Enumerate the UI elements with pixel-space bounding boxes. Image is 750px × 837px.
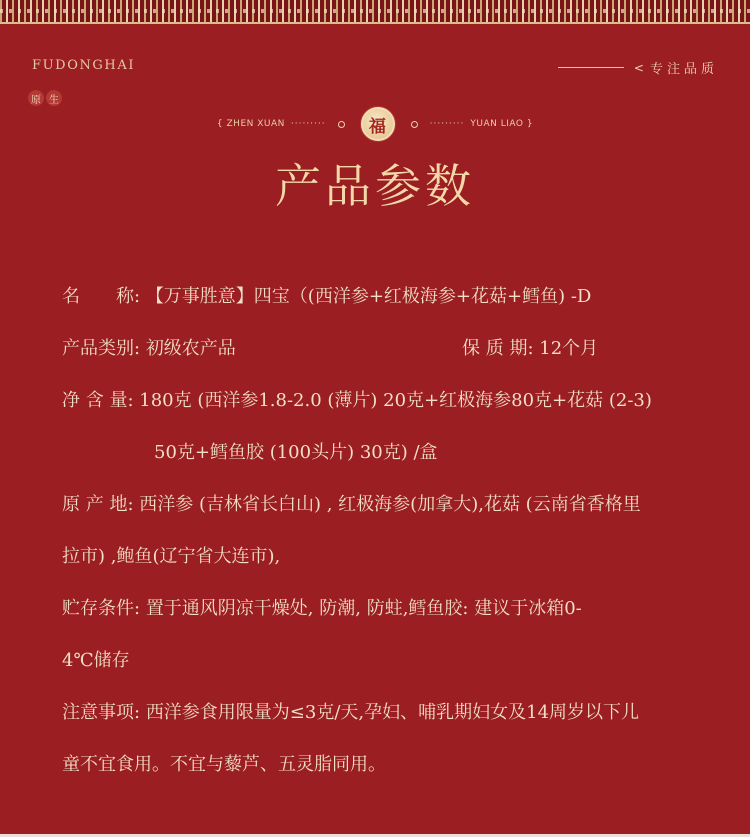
chevron-left-icon: < bbox=[633, 60, 644, 75]
origin-badge-char-1: 原 bbox=[28, 90, 44, 106]
param-label: 名 称: bbox=[62, 286, 141, 307]
param-row-name bbox=[62, 282, 591, 308]
param-row-notice bbox=[62, 698, 639, 724]
divider-line bbox=[558, 67, 624, 68]
brand-name: FUDONGHAI bbox=[32, 58, 136, 73]
top-decorative-border bbox=[0, 0, 750, 24]
param-value: 西洋参食用限量为≤3克/天,孕妇、哺乳期妇女及14周岁以下儿 bbox=[145, 702, 640, 723]
param-row-net-content-cont bbox=[62, 438, 438, 464]
param-label: 净 含 量: bbox=[62, 390, 134, 411]
param-value: 180克 (西洋参1.8-2.0 (薄片) 20克+红极海参80克+花菇 (2-3) bbox=[139, 390, 652, 411]
param-value: 【万事胜意】四宝（(西洋参+红极海参+花菇+鳕鱼) -D bbox=[145, 286, 592, 307]
title-ornament bbox=[0, 104, 750, 144]
param-row-category bbox=[62, 334, 236, 360]
param-value: 4℃储存 bbox=[62, 650, 130, 671]
param-value: 拉市) ,鲍鱼(辽宁省大连市), bbox=[62, 546, 281, 567]
param-value: 50克+鳕鱼胶 (100头片) 30克) /盒 bbox=[154, 442, 438, 463]
fu-emblem-icon: 福 bbox=[361, 107, 395, 141]
dots-left: ········· bbox=[290, 119, 326, 129]
param-value: 西洋参 (吉林省长白山) , 红极海参(加拿大),花菇 (云南省香格里 bbox=[139, 494, 641, 515]
dots-right: ········· bbox=[429, 119, 465, 129]
param-value: 12个月 bbox=[539, 338, 599, 359]
param-value: 初级农产品 bbox=[145, 338, 236, 359]
param-row-storage-cont bbox=[62, 646, 130, 672]
param-row-origin-cont bbox=[62, 542, 280, 568]
param-row-net-content bbox=[62, 386, 652, 412]
ring-left-icon bbox=[338, 121, 345, 128]
param-label: 注意事项: bbox=[62, 702, 141, 723]
ring-right-icon bbox=[411, 121, 418, 128]
param-label: 产品类别: bbox=[62, 338, 141, 359]
page-title: 产品参数 bbox=[275, 159, 475, 213]
param-label: 贮存条件: bbox=[62, 598, 141, 619]
yuan-liao-text: YUAN LIAO } bbox=[470, 119, 534, 129]
param-row-shelf-life bbox=[462, 334, 598, 360]
param-label: 原 产 地: bbox=[62, 494, 134, 515]
param-row-storage bbox=[62, 594, 582, 620]
param-value: 童不宜食用。不宜与藜芦、五灵脂同用。 bbox=[62, 754, 386, 775]
param-row-notice-cont bbox=[62, 750, 386, 776]
origin-badge-char-2: 生 bbox=[46, 90, 62, 106]
quality-focus-text: 专注品质 bbox=[649, 62, 718, 77]
zhen-xuan-text: { ZHEN XUAN bbox=[216, 119, 285, 129]
param-row-origin bbox=[62, 490, 641, 516]
param-value: 置于通风阴凉干燥处, 防潮, 防蛀,鳕鱼胶: 建议于冰箱0- bbox=[145, 598, 582, 619]
quality-focus-tag bbox=[558, 58, 718, 77]
param-label: 保 质 期: bbox=[462, 338, 534, 359]
